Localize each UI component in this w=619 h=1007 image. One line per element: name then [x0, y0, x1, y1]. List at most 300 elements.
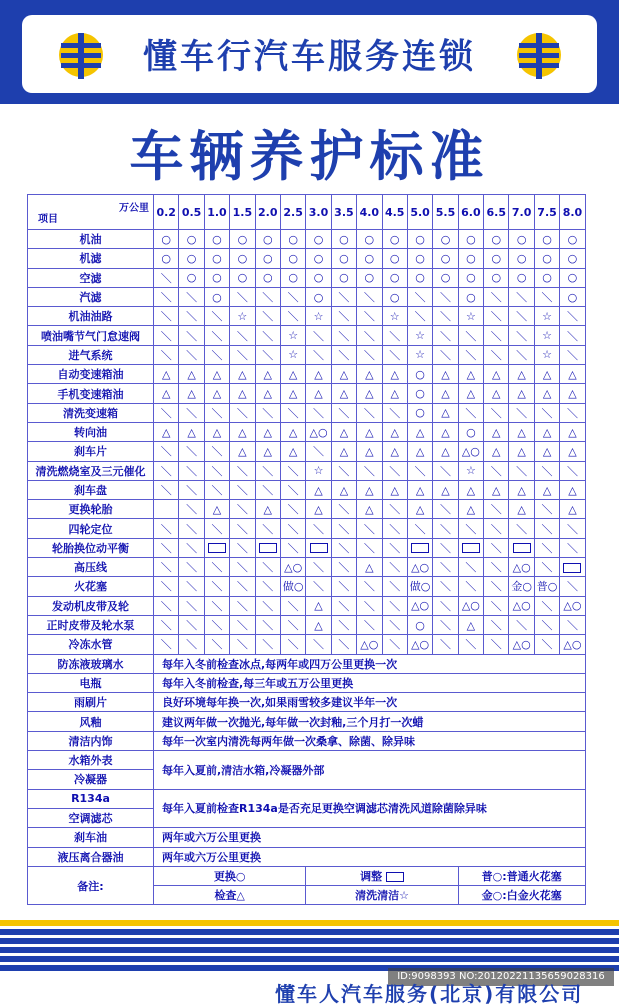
- schedule-cell: ＼: [534, 403, 559, 422]
- schedule-cell: ＼: [306, 519, 331, 538]
- item-label: 冷凝器: [28, 770, 154, 789]
- schedule-cell: ○: [534, 268, 559, 287]
- schedule-cell: △: [534, 442, 559, 461]
- schedule-cell: ＼: [204, 596, 229, 615]
- item-label: 电瓶: [28, 673, 154, 692]
- schedule-cell: ＼: [382, 596, 407, 615]
- schedule-cell: ＼: [154, 345, 179, 364]
- item-label: 清洁内饰: [28, 731, 154, 750]
- company-name: 懂车人汽车服务(北京)有限公司: [275, 982, 584, 1006]
- schedule-cell: ＼: [280, 519, 305, 538]
- schedule-cell: ○: [382, 287, 407, 306]
- schedule-cell: △: [280, 442, 305, 461]
- schedule-cell: ＼: [331, 307, 356, 326]
- schedule-cell: ＼: [230, 577, 255, 596]
- schedule-cell: ＼: [433, 461, 458, 480]
- table-row: [28, 287, 586, 306]
- schedule-cell: ＼: [509, 287, 534, 306]
- schedule-cell: ＼: [331, 538, 356, 557]
- schedule-cell: ＼: [331, 500, 356, 519]
- note-text: 每年入夏前检查R134a是否充足更换空调滤芯清洗风道除菌除异味: [154, 789, 586, 828]
- schedule-cell: △: [433, 422, 458, 441]
- schedule-cell: 做○: [280, 577, 305, 596]
- schedule-cell: ＼: [306, 442, 331, 461]
- schedule-cell: ＼: [230, 558, 255, 577]
- schedule-cell: ＼: [534, 615, 559, 634]
- schedule-cell: ＼: [154, 635, 179, 654]
- schedule-cell: △: [433, 384, 458, 403]
- schedule-cell: △: [534, 384, 559, 403]
- legend-adjust: [306, 866, 458, 885]
- schedule-cell: △: [280, 365, 305, 384]
- schedule-cell: ＼: [357, 345, 382, 364]
- schedule-cell: △: [560, 365, 585, 384]
- brand-panel: [22, 15, 597, 93]
- schedule-cell: △○: [509, 635, 534, 654]
- schedule-cell: ＼: [179, 596, 204, 615]
- schedule-cell: [560, 558, 585, 577]
- legend-replace: 更换○: [154, 866, 306, 885]
- schedule-cell: ＼: [433, 519, 458, 538]
- legend-adjust-label: 调整: [360, 869, 383, 883]
- schedule-cell: ＼: [484, 345, 509, 364]
- schedule-cell: △: [382, 442, 407, 461]
- schedule-cell: ＼: [382, 345, 407, 364]
- schedule-cell: ＼: [154, 442, 179, 461]
- schedule-cell: △: [306, 615, 331, 634]
- schedule-cell: ☆: [280, 326, 305, 345]
- schedule-cell: ＼: [357, 326, 382, 345]
- schedule-cell: ☆: [534, 326, 559, 345]
- schedule-cell: ＼: [154, 307, 179, 326]
- schedule-cell: ＼: [433, 500, 458, 519]
- km-header: 5.0: [407, 195, 432, 230]
- table-row: [28, 635, 586, 654]
- km-header: 2.5: [280, 195, 305, 230]
- schedule-cell: ○: [382, 230, 407, 249]
- schedule-cell: ＼: [280, 615, 305, 634]
- schedule-cell: △: [179, 365, 204, 384]
- schedule-cell: △: [357, 558, 382, 577]
- schedule-cell: [306, 538, 331, 557]
- schedule-cell: ＼: [204, 519, 229, 538]
- schedule-cell: ○: [407, 230, 432, 249]
- schedule-cell: ○: [280, 249, 305, 268]
- schedule-cell: ○: [204, 287, 229, 306]
- schedule-cell: △: [382, 480, 407, 499]
- schedule-cell: △: [179, 384, 204, 403]
- schedule-cell: ＼: [534, 538, 559, 557]
- table-row: [28, 230, 586, 249]
- schedule-cell: ＼: [534, 461, 559, 480]
- schedule-cell: ○: [154, 249, 179, 268]
- note-row: [28, 673, 586, 692]
- item-label: 雨刷片: [28, 693, 154, 712]
- schedule-cell: ＼: [306, 345, 331, 364]
- item-label: 清洗燃烧室及三元催化: [28, 461, 154, 480]
- item-label: 正时皮带及轮水泵: [28, 615, 154, 634]
- schedule-cell: △: [255, 422, 280, 441]
- schedule-cell: ＼: [433, 345, 458, 364]
- schedule-cell: △○: [407, 596, 432, 615]
- schedule-cell: ＼: [154, 268, 179, 287]
- schedule-cell: ＼: [179, 345, 204, 364]
- schedule-cell: ＼: [154, 480, 179, 499]
- schedule-cell: ＼: [509, 307, 534, 326]
- schedule-cell: △○: [407, 635, 432, 654]
- brand-logo-icon: [514, 25, 564, 85]
- schedule-cell: △: [407, 500, 432, 519]
- schedule-cell: ☆: [407, 345, 432, 364]
- schedule-cell: ○: [382, 268, 407, 287]
- schedule-cell: △: [484, 384, 509, 403]
- schedule-cell: ＼: [179, 480, 204, 499]
- item-label: 轮胎换位动平衡: [28, 538, 154, 557]
- schedule-cell: ＼: [484, 500, 509, 519]
- schedule-cell: ＼: [484, 403, 509, 422]
- item-label: 防冻液玻璃水: [28, 654, 154, 673]
- schedule-cell: ＼: [154, 577, 179, 596]
- schedule-cell: ＼: [154, 326, 179, 345]
- schedule-cell: ＼: [255, 519, 280, 538]
- schedule-cell: ＼: [230, 519, 255, 538]
- note-text: 每年一次室内清洗每两年做一次桑拿、除菌、除异味: [154, 731, 586, 750]
- schedule-cell: ＼: [560, 615, 585, 634]
- schedule-cell: ＼: [154, 287, 179, 306]
- schedule-cell: △: [154, 384, 179, 403]
- schedule-cell: ○: [306, 249, 331, 268]
- schedule-cell: ＼: [458, 577, 483, 596]
- schedule-cell: ＼: [280, 596, 305, 615]
- schedule-cell: ○: [204, 268, 229, 287]
- schedule-cell: 做○: [407, 577, 432, 596]
- adjust-rect-icon: [563, 563, 581, 573]
- schedule-cell: △: [407, 480, 432, 499]
- note-text: 两年或六万公里更换: [154, 828, 586, 847]
- schedule-cell: ＼: [534, 635, 559, 654]
- schedule-cell: ○: [255, 249, 280, 268]
- schedule-cell: ＼: [382, 500, 407, 519]
- schedule-cell: ○: [560, 230, 585, 249]
- table-row: [28, 326, 586, 345]
- km-header: 7.0: [509, 195, 534, 230]
- schedule-cell: △: [484, 365, 509, 384]
- schedule-cell: △: [433, 442, 458, 461]
- schedule-cell: ＼: [230, 500, 255, 519]
- schedule-cell: △: [204, 384, 229, 403]
- schedule-cell: △: [433, 365, 458, 384]
- schedule-cell: ＼: [306, 326, 331, 345]
- schedule-cell: ＼: [204, 615, 229, 634]
- schedule-cell: ＼: [560, 577, 585, 596]
- km-header: 0.2: [154, 195, 179, 230]
- schedule-cell: ○: [230, 268, 255, 287]
- schedule-cell: ＼: [204, 558, 229, 577]
- schedule-cell: △○: [560, 635, 585, 654]
- schedule-cell: ＼: [179, 307, 204, 326]
- table-row: [28, 307, 586, 326]
- schedule-cell: △: [560, 384, 585, 403]
- schedule-cell: ＼: [179, 635, 204, 654]
- km-header: 8.0: [560, 195, 585, 230]
- schedule-cell: ＼: [179, 519, 204, 538]
- schedule-cell: ＼: [331, 519, 356, 538]
- schedule-cell: △: [230, 384, 255, 403]
- legend-clean: 清洗清洁☆: [306, 886, 458, 905]
- item-label: 转向油: [28, 422, 154, 441]
- schedule-cell: △: [154, 422, 179, 441]
- km-header: 7.5: [534, 195, 559, 230]
- schedule-cell: ＼: [306, 403, 331, 422]
- schedule-cell: ＼: [255, 403, 280, 422]
- schedule-cell: ○: [433, 230, 458, 249]
- schedule-cell: ＼: [331, 615, 356, 634]
- schedule-cell: △: [306, 384, 331, 403]
- schedule-cell: ○: [357, 230, 382, 249]
- schedule-cell: ＼: [179, 403, 204, 422]
- schedule-cell: △: [433, 403, 458, 422]
- schedule-cell: ＼: [331, 461, 356, 480]
- schedule-cell: ＼: [204, 403, 229, 422]
- schedule-cell: ＼: [331, 577, 356, 596]
- schedule-cell: △: [357, 422, 382, 441]
- schedule-cell: △○: [509, 596, 534, 615]
- remarks-label: 备注:: [28, 866, 154, 905]
- schedule-cell: [154, 500, 179, 519]
- schedule-cell: ○: [306, 287, 331, 306]
- schedule-cell: △○: [458, 442, 483, 461]
- note-row: [28, 731, 586, 750]
- schedule-cell: △: [230, 365, 255, 384]
- schedule-cell: △: [407, 422, 432, 441]
- corner-km-label: 万公里: [119, 203, 149, 214]
- schedule-cell: ＼: [484, 615, 509, 634]
- schedule-cell: △: [534, 480, 559, 499]
- schedule-cell: ○: [484, 249, 509, 268]
- schedule-cell: [407, 538, 432, 557]
- km-header: 1.0: [204, 195, 229, 230]
- schedule-cell: ○: [560, 287, 585, 306]
- schedule-cell: △: [560, 480, 585, 499]
- item-label: 喷油嘴节气门怠速阀: [28, 326, 154, 345]
- schedule-cell: △: [357, 500, 382, 519]
- schedule-cell: △: [255, 365, 280, 384]
- schedule-cell: △: [509, 422, 534, 441]
- schedule-cell: ＼: [407, 461, 432, 480]
- schedule-cell: ＼: [204, 442, 229, 461]
- schedule-cell: △: [230, 442, 255, 461]
- table-row: [28, 249, 586, 268]
- schedule-cell: ＼: [154, 615, 179, 634]
- schedule-cell: ○: [306, 230, 331, 249]
- schedule-cell: ＼: [331, 345, 356, 364]
- watermark-id: ID:9098393 NO:20120221135659028316: [388, 968, 614, 986]
- schedule-cell: ○: [560, 268, 585, 287]
- schedule-cell: ＼: [484, 596, 509, 615]
- schedule-cell: ＼: [357, 596, 382, 615]
- schedule-cell: ＼: [458, 635, 483, 654]
- schedule-cell: ＼: [204, 345, 229, 364]
- schedule-cell: ＼: [280, 538, 305, 557]
- schedule-cell: ＼: [382, 461, 407, 480]
- schedule-cell: ＼: [204, 461, 229, 480]
- schedule-cell: △: [179, 422, 204, 441]
- schedule-cell: ＼: [230, 596, 255, 615]
- schedule-cell: ＼: [560, 538, 585, 557]
- schedule-cell: △: [255, 442, 280, 461]
- schedule-cell: ○: [509, 268, 534, 287]
- schedule-cell: ＼: [255, 615, 280, 634]
- schedule-cell: ＼: [306, 558, 331, 577]
- schedule-cell: ○: [509, 230, 534, 249]
- note-text: 每年入夏前,清洁水箱,冷凝器外部: [154, 751, 586, 790]
- schedule-cell: △○: [357, 635, 382, 654]
- schedule-cell: △: [484, 422, 509, 441]
- item-label: 空调滤芯: [28, 808, 154, 827]
- item-label: 冷冻水管: [28, 635, 154, 654]
- schedule-cell: ＼: [433, 326, 458, 345]
- schedule-cell: ＼: [179, 577, 204, 596]
- schedule-cell: △: [509, 500, 534, 519]
- schedule-cell: △: [560, 422, 585, 441]
- schedule-cell: ○: [534, 249, 559, 268]
- adjust-rect-icon: [411, 543, 429, 553]
- table-row: [28, 558, 586, 577]
- schedule-cell: ○: [331, 230, 356, 249]
- schedule-cell: ＼: [357, 519, 382, 538]
- schedule-cell: △: [204, 422, 229, 441]
- schedule-cell: △: [280, 422, 305, 441]
- legend-check: 检查△: [154, 886, 306, 905]
- schedule-cell: ○: [407, 249, 432, 268]
- schedule-cell: △○: [280, 558, 305, 577]
- km-header: 6.5: [484, 195, 509, 230]
- schedule-cell: ＼: [255, 635, 280, 654]
- schedule-cell: ＼: [534, 558, 559, 577]
- schedule-cell: △: [357, 442, 382, 461]
- schedule-cell: ○: [433, 249, 458, 268]
- schedule-cell: ＼: [154, 403, 179, 422]
- schedule-cell: ＼: [230, 538, 255, 557]
- table-row: [28, 403, 586, 422]
- schedule-cell: △: [204, 365, 229, 384]
- schedule-cell: ＼: [382, 558, 407, 577]
- table-row: [28, 577, 586, 596]
- table-row: [28, 538, 586, 557]
- table-row: [28, 596, 586, 615]
- schedule-cell: ＼: [560, 403, 585, 422]
- schedule-cell: ＼: [255, 287, 280, 306]
- schedule-cell: ＼: [179, 461, 204, 480]
- schedule-cell: ＼: [433, 287, 458, 306]
- page-title: 车辆养护标准: [129, 125, 490, 188]
- km-header: 4.5: [382, 195, 407, 230]
- km-header: 3.5: [331, 195, 356, 230]
- schedule-cell: △: [458, 500, 483, 519]
- adjust-rect-icon: [310, 543, 328, 553]
- schedule-cell: ○: [407, 615, 432, 634]
- item-label: 机滤: [28, 249, 154, 268]
- schedule-cell: ＼: [179, 287, 204, 306]
- remarks-row: [28, 866, 586, 885]
- schedule-cell: ＼: [484, 287, 509, 306]
- schedule-cell: △: [280, 384, 305, 403]
- schedule-cell: ＼: [509, 615, 534, 634]
- schedule-cell: [255, 538, 280, 557]
- schedule-cell: ＼: [179, 442, 204, 461]
- schedule-cell: ＼: [154, 519, 179, 538]
- schedule-cell: ○: [407, 268, 432, 287]
- schedule-cell: ○: [230, 230, 255, 249]
- schedule-cell: ＼: [230, 345, 255, 364]
- schedule-cell: ＼: [382, 615, 407, 634]
- schedule-cell: △: [204, 500, 229, 519]
- note-text: 良好环境每年换一次,如果雨雪较多建议半年一次: [154, 693, 586, 712]
- note-row: [28, 828, 586, 847]
- schedule-cell: △: [331, 480, 356, 499]
- schedule-cell: ＼: [179, 615, 204, 634]
- schedule-cell: △○: [407, 558, 432, 577]
- schedule-cell: ＼: [484, 635, 509, 654]
- schedule-cell: ＼: [407, 519, 432, 538]
- schedule-cell: ○: [179, 230, 204, 249]
- schedule-cell: △: [357, 365, 382, 384]
- schedule-cell: △: [306, 596, 331, 615]
- adjust-rect-icon: [208, 543, 226, 553]
- schedule-cell: ＼: [154, 461, 179, 480]
- schedule-cell: ＼: [382, 403, 407, 422]
- schedule-cell: ＼: [154, 538, 179, 557]
- schedule-cell: ○: [407, 403, 432, 422]
- schedule-cell: ＼: [179, 500, 204, 519]
- schedule-cell: ＼: [255, 596, 280, 615]
- schedule-cell: ＼: [534, 519, 559, 538]
- schedule-cell: ＼: [280, 480, 305, 499]
- schedule-cell: ＼: [331, 287, 356, 306]
- item-label: 机油油路: [28, 307, 154, 326]
- adjust-rect-icon: [462, 543, 480, 553]
- schedule-cell: ＼: [204, 577, 229, 596]
- schedule-cell: ＼: [255, 577, 280, 596]
- schedule-cell: △: [458, 365, 483, 384]
- schedule-cell: ○: [433, 268, 458, 287]
- schedule-cell: △: [331, 365, 356, 384]
- schedule-cell: ＼: [433, 558, 458, 577]
- schedule-cell: △: [509, 442, 534, 461]
- item-label: 清洗变速箱: [28, 403, 154, 422]
- schedule-cell: △○: [560, 596, 585, 615]
- schedule-cell: ＼: [560, 519, 585, 538]
- schedule-cell: △: [484, 442, 509, 461]
- schedule-cell: ＼: [154, 596, 179, 615]
- schedule-cell: ＼: [560, 307, 585, 326]
- schedule-cell: △: [484, 480, 509, 499]
- schedule-cell: ☆: [534, 307, 559, 326]
- schedule-cell: ＼: [433, 307, 458, 326]
- schedule-cell: ○: [382, 249, 407, 268]
- brand-name: 懂车行汽车服务连锁: [143, 37, 476, 77]
- schedule-cell: ＼: [255, 345, 280, 364]
- schedule-cell: ＼: [280, 287, 305, 306]
- table-row: [28, 461, 586, 480]
- schedule-cell: ＼: [331, 326, 356, 345]
- schedule-cell: ＼: [509, 345, 534, 364]
- schedule-cell: △: [509, 365, 534, 384]
- schedule-cell: △: [433, 480, 458, 499]
- schedule-cell: ＼: [255, 480, 280, 499]
- table-row: [28, 384, 586, 403]
- km-header: 0.5: [179, 195, 204, 230]
